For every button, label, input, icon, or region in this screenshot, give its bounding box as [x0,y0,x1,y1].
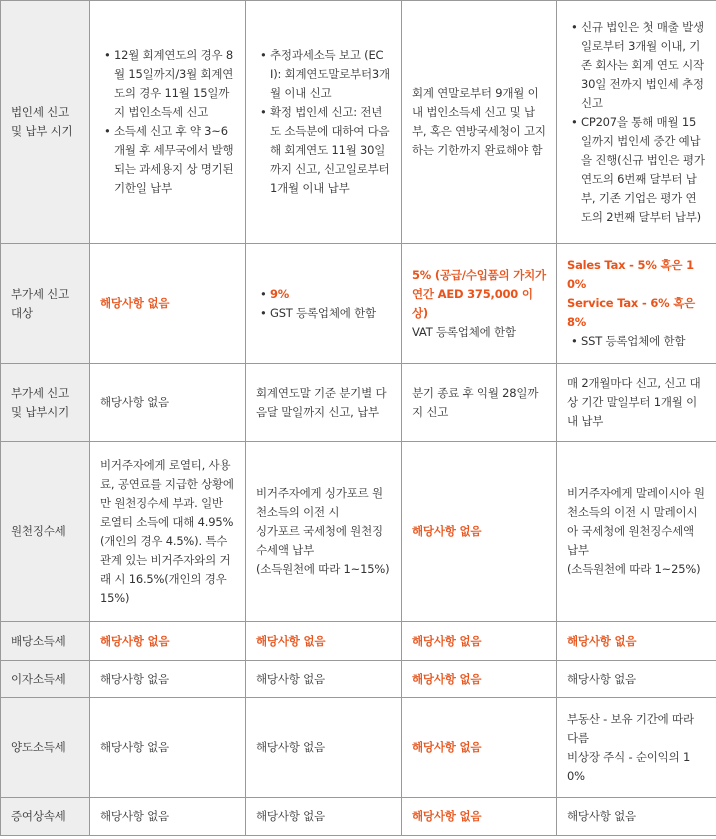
table-cell: 부동산 - 보유 기간에 따라 다름 비상장 주식 - 순이익의 10% [557,698,716,798]
table-row-gift-inheritance [1,798,716,836]
table-cell: 해당사항 없음 [246,698,402,798]
row-header: 배당소득세 [1,622,90,661]
table-cell: 5% (공급/수입품의 가치가 연간 AED 375,000 이상) VAT 등록업체에 한함 [402,244,557,364]
table-cell: 해당사항 없음 [90,798,246,836]
table-row-vat-period [1,364,716,442]
row-header: 부가세 신고 및 납부시기 [1,364,90,442]
table-cell: 해당사항 없음 [90,364,246,442]
table-body [1,1,716,836]
table-cell: 해당사항 없음 [402,661,557,698]
table-cell: 해당사항 없음 [402,698,557,798]
list-item: • CP207을 통해 매월 15일까지 법인세 중간 예납을 진행(신규 법인은 평가 연도의 6번째 달부터 납부, 기존 기업은 평가 연도의 2번째 달부터 납부) [581,113,706,227]
list-item: • 신규 법인은 첫 매출 발생일로부터 3개월 이내, 기존 회사는 회계 연도 시작 30일 전까지 법인세 추정 신고 [581,18,706,113]
table-cell: 해당사항 없음 [90,661,246,698]
table-row-interest [1,661,716,698]
table-cell: 비거주자에게 싱가포르 원천소득의 이전 시 싱가포르 국세청에 원천징수세액 납부 (소득원천에 따라 1~15%) [246,442,402,622]
table-cell: 해당사항 없음 [402,442,557,622]
list-item: • 소득세 신고 후 약 3~6개월 후 세무국에서 발행되는 과세용지 상 명기된 기한일 납부 [114,122,235,198]
table-cell [246,1,402,244]
table-cell: 해당사항 없음 [246,798,402,836]
list-item: • GST 등록업체에 한함 [270,304,391,323]
table-cell: 해당사항 없음 [402,622,557,661]
table-cell [90,1,246,244]
table-cell: 해당사항 없음 [557,661,716,698]
row-header: 부가세 신고 대상 [1,244,90,364]
list-item: • SST 등록업체에 한함 [581,332,706,351]
table-cell: 비거주자에게 말레이시아 원천소득의 이전 시 말레이시아 국세청에 원천징수세액 납부 (소득원천에 따라 1~25%) [557,442,716,622]
table-cell [246,244,402,364]
table-row-dividend [1,622,716,661]
table-cell: 회계 연말로부터 9개월 이내 법인소득세 신고 및 납부, 혹은 연방국세청이 고지하는 기한까지 완료해야 함 [402,1,557,244]
table-cell: 매 2개월마다 신고, 신고 대상 기간 말일부터 1개월 이내 납부 [557,364,716,442]
table-row-capital-gains [1,698,716,798]
list-item: • 9% [270,285,391,304]
table-cell: 해당사항 없음 [246,622,402,661]
row-header: 이자소득세 [1,661,90,698]
table-cell: 분기 종료 후 익월 28일까지 신고 [402,364,557,442]
row-header: 원천징수세 [1,442,90,622]
table-cell: Sales Tax - 5% 혹은 10% Service Tax - 6% 혹은 8% • SST 등록업체에 한함 [557,244,716,364]
table-cell: 비거주자에게 로열티, 사용료, 공연료를 지급한 상황에만 원천징수세 부과. 일반 로열티 소득에 대해 4.95%(개인의 경우 4.5%). 특수관계 있는 비거주자와의 거래 시 16.5%(개인의 경우 15%) [90,442,246,622]
table-cell [557,1,716,244]
table-cell: 해당사항 없음 [90,698,246,798]
table-cell: 해당사항 없음 [90,622,246,661]
row-header: 증여상속세 [1,798,90,836]
list-item: • 확정 법인세 신고: 전년도 소득분에 대하여 다음 해 회계연도 11월 30일까지 신고, 신고일로부터 1개월 이내 납부 [270,103,391,198]
list-item: • 12월 회계연도의 경우 8월 15일까지/3월 회계연도의 경우 11월 15일까지 법인소득세 신고 [114,46,235,122]
table-cell: 회계연도말 기준 분기별 다음달 말일까지 신고, 납부 [246,364,402,442]
table-row-vat-target [1,244,716,364]
table-cell: 해당사항 없음 [557,798,716,836]
table-cell: 해당사항 없음 [90,244,246,364]
table-row-withholding [1,442,716,622]
row-header: 법인세 신고 및 납부 시기 [1,1,90,244]
table-cell: 해당사항 없음 [246,661,402,698]
list-item: • 추정과세소득 보고 (ECI): 회계연도말로부터3개월 이내 신고 [270,46,391,103]
table-cell: 해당사항 없음 [557,622,716,661]
table-cell: 해당사항 없음 [402,798,557,836]
row-header: 양도소득세 [1,698,90,798]
table-row-corporate-tax [1,1,716,244]
